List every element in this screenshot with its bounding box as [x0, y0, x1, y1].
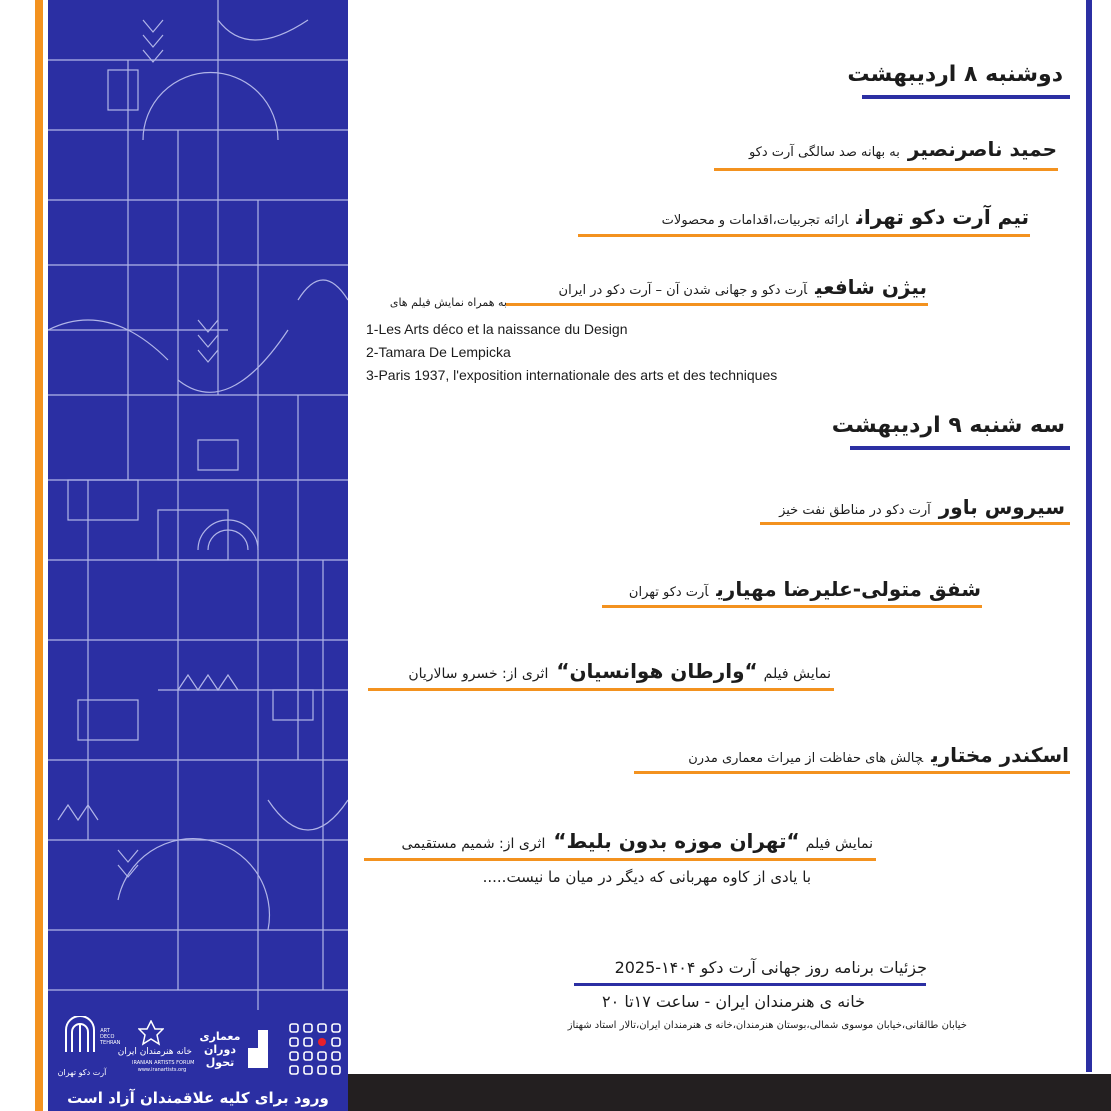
art-deco-logo-en: ART DECO TEHRAN [100, 1028, 121, 1046]
artists-forum-logo-icon [138, 1020, 164, 1046]
art-deco-pattern-icon [48, 0, 348, 1111]
speaker-topic: آرت دکو در مناطق نفت خیز [779, 503, 931, 518]
day2-heading-underline [850, 446, 1070, 450]
film-item: 1-Les Arts déco et la naissance du Design [366, 321, 628, 337]
films-note: به همراه نمایش فیلم های [389, 296, 507, 309]
footer-underline [574, 983, 926, 986]
speaker-entry [688, 740, 1069, 774]
memari-logo-text: معماری دوران تحول [199, 1030, 241, 1069]
film-item: 2-Tamara De Lempicka [366, 344, 511, 360]
speaker-entry [629, 574, 981, 608]
speaker-name: بیژن شافعی [815, 275, 927, 299]
speaker-topic: آرت دکو تهران [628, 585, 709, 600]
event-address: خیابان طالقانی،خیابان موسوی شمالی،بوستان هنرمندان،خانه ی هنرمندان ایران،تالار استاد شهناز [567, 1020, 967, 1031]
event-venue: خانه ی هنرمندان ایران - ساعت ۱۷تا ۲۰ [602, 992, 865, 1011]
film-title: “تهران موزه بدون بلیط“ [553, 829, 800, 853]
speaker-entry [779, 492, 1065, 526]
film-screening [402, 826, 874, 859]
artists-forum-en: IRANIAN ARTISTS FORUM [132, 1060, 195, 1066]
entry-underline [578, 234, 1030, 237]
orange-side-strip [35, 0, 43, 1111]
entry-underline [364, 858, 876, 861]
entry-underline [368, 688, 834, 691]
speaker-name: شفق متولی-علیرضا مهیاری [716, 577, 981, 601]
sponsor-logos [48, 1010, 348, 1088]
speaker-topic: چالش های حفاظت از میراث معماری مدرن [688, 751, 924, 766]
speaker-entry [559, 272, 927, 306]
entry-underline [602, 605, 982, 608]
art-deco-tehran-logo-icon [60, 1016, 100, 1056]
film-prefix: نمایش فیلم [805, 836, 873, 852]
film-title: “وارطان هوانسیان“ [556, 659, 758, 683]
film-prefix: نمایش فیلم [763, 666, 831, 682]
entry-underline [760, 522, 1070, 525]
day1-heading-underline [862, 95, 1070, 99]
day2-heading: سه شنبه ۹ اردیبهشت [831, 413, 1065, 438]
speaker-name: تیم آرت دکو تهران [856, 205, 1029, 229]
film-director: اثری از: خسرو سالاریان [408, 666, 549, 682]
speaker-entry [662, 202, 1029, 236]
entry-underline [506, 303, 928, 306]
film-list [366, 318, 777, 387]
film-director: اثری از: شمیم مستقیمی [401, 836, 546, 852]
right-blue-rule [1086, 0, 1092, 1072]
art-deco-pattern-panel [48, 0, 348, 1111]
speaker-topic: آرت دکو و جهانی شدن آن – آرت دکو در ایران [558, 283, 808, 298]
dot-grid-logo-icon [288, 1022, 342, 1076]
speaker-topic: ارائه تجربیات،اقدامات و محصولات [661, 213, 849, 228]
artists-forum-fa: خانه هنرمندان ایران [117, 1047, 192, 1057]
speaker-name: سیروس باور [938, 495, 1065, 519]
event-title: جزئیات برنامه روز جهانی آرت دکو ۱۴۰۴-2025 [614, 958, 927, 977]
speaker-topic: به بهانه صد سالگی آرت دکو [748, 145, 900, 160]
film-screening [408, 656, 831, 689]
memorial-text: با یادی از کاوه مهربانی که دیگر در میان ما نیست..... [482, 868, 811, 886]
speaker-name: اسکندر مختاری [931, 743, 1069, 767]
entry-underline [714, 168, 1058, 171]
artists-forum-url: www.iranartists.org [137, 1067, 187, 1073]
art-deco-logo-label: آرت دکو تهران [57, 1068, 107, 1077]
film-item: 3-Paris 1937, l'exposition internationale des arts et des techniques [366, 367, 778, 383]
speaker-name: حمید ناصرنصیر [907, 137, 1057, 161]
memari-logo-icon [246, 1028, 270, 1068]
free-entry-banner: ورود برای کلیه علاقمندان آزاد است [48, 1085, 348, 1111]
day1-heading: دوشنبه ۸ اردیبهشت [847, 62, 1063, 87]
entry-underline [634, 771, 1070, 774]
bottom-dark-bar [348, 1074, 1111, 1111]
speaker-entry [749, 134, 1057, 168]
